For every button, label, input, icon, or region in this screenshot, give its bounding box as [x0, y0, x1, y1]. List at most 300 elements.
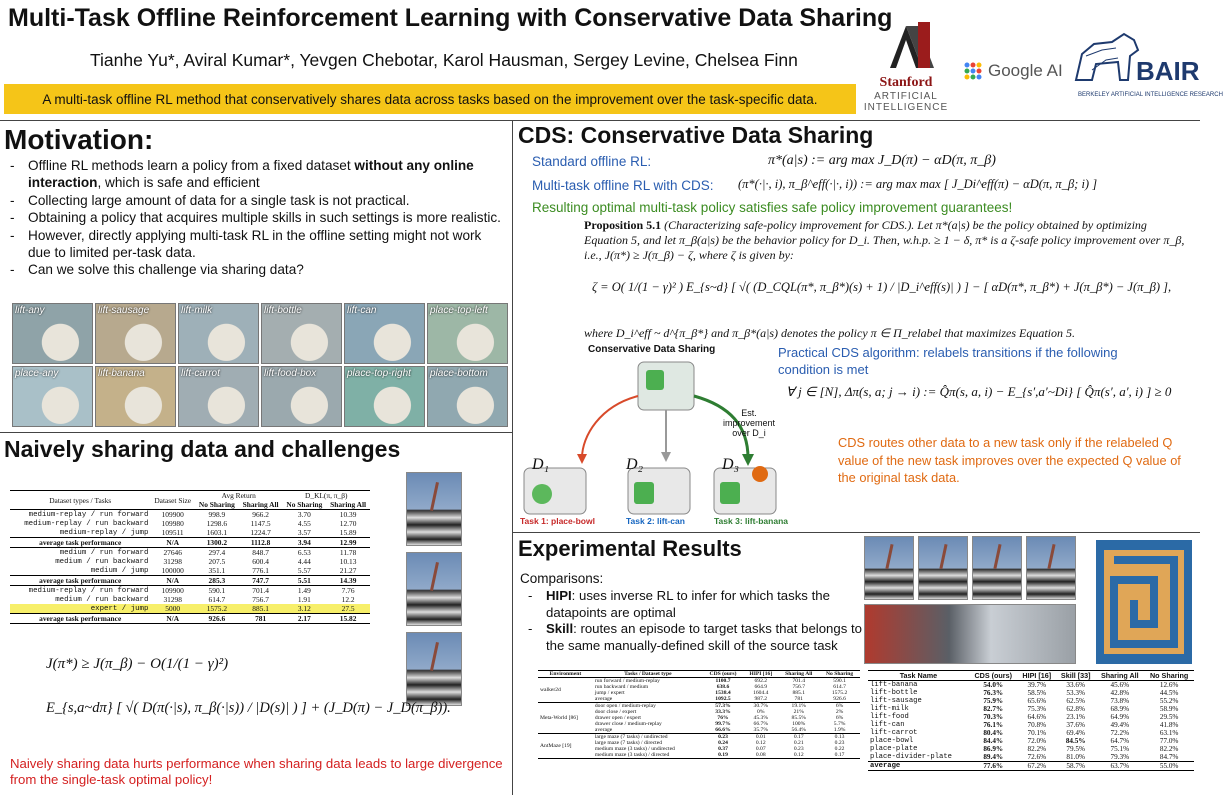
- table-cell: 41.8%: [1159, 721, 1179, 729]
- task1-label: Task 1: place-bowl: [520, 516, 595, 526]
- table-cell: 76.1%: [983, 721, 1004, 729]
- task-thumbnail: [261, 366, 342, 427]
- table-cell: 0.08: [755, 752, 766, 758]
- naive-sub-2: No Sharing: [286, 500, 323, 509]
- table-cell: 781: [794, 696, 803, 702]
- table-cell: 64.9%: [1110, 713, 1130, 721]
- table-cell: 0.21: [793, 740, 804, 746]
- table-cell: medium / run backward: [55, 595, 149, 604]
- table-cell: drawer open / expert: [594, 715, 641, 721]
- task-thumbnail: [427, 303, 508, 364]
- table-cell: 73.8%: [1110, 697, 1130, 705]
- table-cell: 10.13: [339, 557, 357, 566]
- table-cell: 207.5: [208, 557, 226, 566]
- table-cell: jump / expert: [594, 690, 625, 696]
- motivation-bullet-5: - Can we solve this challenge via sharing data?: [6, 261, 506, 278]
- table-cell: 63.1%: [1159, 729, 1179, 737]
- exp-sim-metaworld: [864, 604, 1076, 664]
- table-cell: 69.4%: [1066, 729, 1085, 737]
- table-cell: 1.9%: [833, 727, 846, 733]
- table-cell: 81.0%: [1066, 753, 1085, 761]
- task-thumbnail: [12, 366, 93, 427]
- table-cell: 848.7: [252, 548, 269, 557]
- table-cell: 0.24: [718, 740, 728, 746]
- naive-col-dkl: D_KL(π, π_β): [305, 491, 348, 500]
- table-cell: medium / jump: [90, 566, 149, 575]
- table-cell: lift-carrot: [870, 729, 918, 737]
- table-cell: medium maze (3 tasks) / directed: [594, 752, 670, 758]
- table-cell: 67.2%: [1027, 762, 1047, 770]
- table-row: [10, 528, 370, 538]
- table-cell: 84.5%: [1065, 737, 1086, 745]
- naive-note: Naively sharing data hurts performance when sharing data leads to large divergence from the single-task optimal policy!: [10, 756, 503, 787]
- table-cell: 33.3%: [715, 709, 731, 715]
- table-cell: 64.7%: [1110, 737, 1130, 745]
- table-cell: 57.3%: [715, 703, 731, 709]
- naive-col-types: Dataset types / Tasks: [49, 495, 112, 505]
- prop-head: Proposition 5.1: [584, 218, 662, 232]
- table-cell: medium-replay / run backward: [24, 519, 149, 528]
- table-cell: 5.7%: [833, 721, 846, 727]
- naive-eq-2: E_{s,a~dπ} [ √( D(π(·|s), π_β(·|s)) / |D(s)| ) ] + (J_D(π) − J_D(π_β)).: [46, 700, 451, 716]
- stanford-emblem-icon: [860, 18, 952, 70]
- table-cell: 1298.6: [206, 519, 228, 528]
- arrow-to-task1: [582, 396, 638, 458]
- table-cell: 76.3%: [983, 689, 1004, 697]
- table-cell: 12.6%: [1159, 681, 1179, 689]
- motivation-heading: Motivation:: [4, 124, 154, 155]
- cds-routes-note: CDS routes other data to a new task only if the relabeled Q value of the new task improves over the expected Q value of the original task data.: [838, 435, 1181, 485]
- results2-header: Sharing All: [1101, 671, 1139, 680]
- d3-label: D₃: [722, 456, 740, 473]
- table-cell: 80.4%: [983, 729, 1004, 737]
- table-cell: 35.7%: [753, 727, 768, 733]
- table-cell: average task performance: [39, 538, 122, 547]
- table-cell: 614.7: [208, 595, 226, 604]
- table-cell: 5000: [165, 604, 181, 613]
- table-cell: 351.1: [208, 566, 226, 575]
- table-cell: 885.1: [252, 604, 269, 613]
- table-cell: 6.53: [297, 548, 311, 557]
- table-cell: 664.9: [754, 684, 768, 690]
- table-cell: 756.7: [792, 684, 806, 690]
- table-cell: 84.4%: [983, 737, 1004, 745]
- table-cell: 7.76: [341, 586, 355, 595]
- table-cell: 638.6: [716, 684, 730, 690]
- table-cell: 0.23: [793, 746, 804, 752]
- task-thumbnail-label: lift-any: [15, 305, 45, 316]
- table-cell: lift-banana: [870, 681, 918, 689]
- est-improvement: Est. improvement over D_i: [722, 408, 776, 438]
- table-row: [10, 576, 370, 586]
- table-cell: door open / medium-replay: [594, 703, 656, 709]
- table-cell: 3.94: [297, 538, 311, 547]
- task-thumbnail-label: place-any: [15, 368, 59, 379]
- table-cell: 297.4: [208, 548, 226, 557]
- table-cell: large maze (7 tasks) / directed: [594, 740, 663, 746]
- table-cell: 30.7%: [753, 703, 768, 709]
- table-cell: 62.5%: [1066, 697, 1085, 705]
- table-cell: 1112.8: [250, 538, 271, 547]
- skill-bullet: - Skill: routes an episode to target tasks that belongs to the same manually-defined skill of the source task: [524, 621, 864, 654]
- table-cell: 1604.4: [753, 690, 769, 696]
- results2-header: No Sharing: [1149, 671, 1189, 680]
- stanford-name: Stanford: [879, 75, 933, 90]
- table-cell: 14.39: [339, 576, 357, 585]
- table-cell: 12.2: [341, 595, 355, 604]
- env-name: Meta-World [86]: [540, 715, 578, 721]
- table-cell: 0.07: [755, 746, 766, 752]
- table-cell: 6%: [835, 715, 844, 721]
- bowl-icon: [532, 484, 552, 504]
- table-cell: 79.5%: [1066, 745, 1085, 753]
- table-row: [868, 713, 1194, 721]
- results2-header: Skill [33]: [1060, 671, 1091, 680]
- table-cell: medium maze (3 tasks) / undirected: [594, 746, 675, 752]
- exp-sim-walker-2: [918, 536, 968, 600]
- table-row: [10, 538, 370, 548]
- table-cell: 66.7%: [753, 721, 768, 727]
- task-thumbnail-label: lift-can: [347, 305, 377, 316]
- table-cell: 77.6%: [983, 762, 1004, 770]
- cds-diagram: [520, 356, 776, 526]
- table-cell: 76%: [717, 715, 729, 721]
- table-row: [10, 595, 370, 604]
- stanford-ai-2: INTELLIGENCE: [863, 102, 949, 113]
- source-object-icon: [646, 370, 664, 390]
- table-cell: run backward / medium: [594, 684, 649, 690]
- table-cell: 54.0%: [983, 681, 1004, 689]
- task-thumbnail: [12, 303, 93, 364]
- table-cell: 70.8%: [1027, 721, 1047, 729]
- divider-vertical: [512, 120, 513, 795]
- table-cell: 77.0%: [1159, 737, 1179, 745]
- table-cell: 0.19: [718, 752, 728, 758]
- cds-result: Resulting optimal multi-task policy satisfies safe policy improvement guarantees!: [532, 200, 1013, 215]
- table-cell: 79.3%: [1110, 753, 1130, 761]
- table-cell: 926.6: [208, 614, 226, 623]
- results-table-1: [538, 670, 860, 759]
- naive-sub-1: Sharing All: [242, 500, 279, 509]
- table-cell: 70.3%: [983, 713, 1004, 721]
- table-cell: 65.6%: [1027, 697, 1047, 705]
- divider-top: [0, 120, 1200, 121]
- table-cell: 109980: [161, 519, 184, 528]
- table-cell: door close / expert: [594, 709, 637, 715]
- results2-header: Task Name: [899, 671, 938, 680]
- env-name: AntMaze [19]: [540, 743, 572, 749]
- table-row: [10, 510, 370, 520]
- table-row: [10, 548, 370, 558]
- table-cell: average: [594, 727, 613, 733]
- table-cell: 99.7%: [715, 721, 731, 727]
- walker-sim-2: [406, 552, 462, 626]
- bair-subtitle: BERKELEY ARTIFICIAL INTELLIGENCE RESEARCH: [1078, 92, 1223, 98]
- table-cell: 63.7%: [1110, 762, 1130, 770]
- table-cell: 12.99: [339, 538, 357, 547]
- std-eq: π*(a|s) := arg max J_D(π) − αD(π, π_β): [768, 153, 996, 168]
- table-cell: 21.27: [339, 566, 357, 575]
- results1-header: Tasks / Dataset type: [624, 671, 672, 677]
- table-cell: 66.6%: [715, 727, 731, 733]
- d1-label: D₁: [532, 456, 550, 473]
- task-thumbnail-label: lift-bottle: [264, 305, 302, 316]
- table-row: [868, 721, 1194, 729]
- table-cell: lift-can: [870, 721, 905, 729]
- table-cell: 49.4%: [1110, 721, 1130, 729]
- google-dots-icon: [962, 60, 984, 82]
- authors: Tianhe Yu*, Aviral Kumar*, Yevgen Chebotar, Karol Hausman, Sergey Levine, Chelsea Finn: [90, 50, 798, 70]
- table-cell: 987.2: [754, 696, 768, 702]
- table-cell: 1.91: [297, 595, 311, 604]
- table-cell: 12.70: [339, 519, 357, 528]
- table-row: [10, 566, 370, 576]
- table-row: [10, 557, 370, 566]
- motivation-bullet-1: - Offline RL methods learn a policy from a fixed dataset without any online interaction, which is safe and efficient: [6, 157, 506, 192]
- task-thumbnail-label: lift-food-box: [264, 368, 317, 379]
- table-cell: 614.7: [833, 684, 846, 690]
- exp-heading: Experimental Results: [518, 536, 742, 561]
- where-text: where D_i^eff ~ d^{π_β*} and π_β*(a|s) denotes the policy π ∈ Π_relabel that maximizes Equation 5.: [584, 326, 1075, 340]
- table-cell: 27.5: [341, 604, 355, 613]
- proposition: [584, 218, 1192, 263]
- exp-sim-walker-1: [864, 536, 914, 600]
- table-cell: 15.82: [339, 614, 357, 623]
- table-cell: 58.7%: [1066, 762, 1085, 770]
- divider-left: [0, 432, 512, 433]
- table-row: [868, 745, 1194, 753]
- table-cell: 1147.5: [250, 519, 271, 528]
- results2-header: CDS (ours): [974, 671, 1012, 680]
- table-cell: 45.3%: [753, 715, 768, 721]
- table-cell: 37.6%: [1066, 721, 1085, 729]
- table-cell: 0.13: [834, 734, 845, 740]
- naive-heading: Naively sharing data and challenges: [4, 436, 401, 462]
- table-cell: 31298: [163, 557, 182, 566]
- naive-col-size: Dataset Size: [154, 495, 192, 505]
- table-cell: 0.12: [793, 752, 804, 758]
- table-cell: 1092.5: [715, 696, 731, 702]
- table-cell: 82.2%: [1027, 745, 1047, 753]
- table-cell: 1575.2: [206, 604, 228, 613]
- motivation-list: [6, 157, 506, 279]
- naive-table: [10, 490, 370, 624]
- table-cell: 0.37: [718, 746, 728, 752]
- table-cell: lift-sausage: [870, 697, 922, 705]
- table-cell: 82.2%: [1159, 745, 1179, 753]
- table-cell: N/A: [166, 576, 180, 585]
- results1-header: Environment: [549, 671, 582, 677]
- task-thumbnail-label: place-top-left: [430, 305, 488, 316]
- table-cell: 1538.4: [715, 690, 731, 696]
- table-row: [10, 604, 370, 614]
- d2-label: D₂: [626, 456, 644, 473]
- motivation-bullet-2: - Collecting large amount of data for a single task is not practical.: [6, 192, 506, 209]
- table-cell: expert / jump: [90, 604, 149, 613]
- table-row: [10, 586, 370, 596]
- task-thumbnail: [344, 303, 425, 364]
- table-cell: 109900: [161, 510, 184, 519]
- table-row: [868, 737, 1194, 745]
- exp-sim-walker-3: [972, 536, 1022, 600]
- table-cell: 86.9%: [983, 745, 1004, 753]
- table-cell: place-plate: [870, 745, 918, 753]
- table-cell: 701.4: [792, 678, 806, 684]
- table-row: [868, 762, 1194, 771]
- table-cell: 10.39: [339, 510, 357, 519]
- table-cell: 885.1: [792, 690, 806, 696]
- table-cell: 590.1: [833, 678, 846, 684]
- task2-label: Task 2: lift-can: [626, 516, 685, 526]
- zeta-eq: ζ = O( 1/(1 − γ)² ) E_{s~d} [ √( (D_CQL(π*, π_β*)(s) + 1) / |D_i^eff(s)| ) ] − [ αD(π*, π_β*) + J(π_β*) − J(π_β) ],: [592, 280, 1172, 294]
- table-cell: 42.8%: [1110, 689, 1130, 697]
- table-cell: place-divider-plate: [870, 753, 952, 761]
- stanford-logo: [860, 18, 952, 116]
- table-cell: 1300.2: [206, 538, 228, 547]
- task-thumbnail-label: lift-milk: [181, 305, 213, 316]
- mt-label: Multi-task offline RL with CDS:: [532, 178, 714, 193]
- table-cell: 5.57: [297, 566, 311, 575]
- table-cell: 55.0%: [1159, 762, 1179, 770]
- comparisons-list: [524, 588, 864, 654]
- table-cell: 0.23: [834, 740, 845, 746]
- table-cell: 72.6%: [1027, 753, 1047, 761]
- results1-header: HIPI [16]: [749, 671, 773, 677]
- table-cell: 6%: [835, 703, 844, 709]
- table-cell: 747.7: [252, 576, 269, 585]
- table-cell: 31298: [163, 595, 182, 604]
- table-cell: 3.12: [297, 604, 311, 613]
- table-cell: 11.78: [339, 548, 357, 557]
- table-cell: 2.17: [297, 614, 311, 623]
- stanford-ai-1: ARTIFICIAL: [874, 91, 938, 102]
- task-thumbnail-label: lift-banana: [98, 368, 145, 379]
- naive-eq-1: J(π*) ≥ J(π_β) − O(1/(1 − γ)²): [46, 656, 229, 672]
- table-cell: 5.51: [297, 576, 311, 585]
- table-cell: 3.70: [297, 510, 311, 519]
- table-cell: 109511: [161, 528, 184, 537]
- table-cell: 33.6%: [1066, 681, 1085, 689]
- antmaze-image: [1096, 540, 1192, 664]
- table-cell: 56.4%: [791, 727, 806, 733]
- google-ai-text: Google AI: [988, 61, 1063, 80]
- table-row: [868, 681, 1194, 690]
- divider-right: [512, 532, 1200, 533]
- prop-text: (Characterizing safe-policy improvement for CDS.). Let π*(a|s) be the policy obtained by optimizing Equation 5, and let π_β(a|s) be the behavior policy for D_i. Then, w.h.p. ≥ 1 − δ, π* is a ζ-safe policy improvement over π_β, i.e., J(π*) ≥ J(π_β) − ζ, where ζ is given by:: [584, 218, 1185, 262]
- motivation-bullet-4: - However, directly applying multi-task RL in the offline setting might not work due to limited per-task data.: [6, 227, 506, 262]
- table-cell: medium-replay / run forward: [28, 586, 149, 595]
- exp-sim-walker-4: [1026, 536, 1076, 600]
- task-thumbnail: [95, 303, 176, 364]
- table-cell: average: [594, 696, 613, 702]
- table-cell: 0.23: [718, 734, 728, 740]
- summary-banner: [4, 84, 856, 114]
- table-cell: 756.7: [252, 595, 269, 604]
- table-cell: 44.5%: [1159, 689, 1179, 697]
- table-cell: 1.49: [297, 586, 311, 595]
- walker-sim-3: [406, 632, 462, 706]
- poster-title: Multi-Task Offline Reinforcement Learning with Conservative Data Sharing: [8, 4, 893, 32]
- table-cell: 75.1%: [1110, 745, 1130, 753]
- table-cell: 89.4%: [983, 753, 1004, 761]
- results-table-2: [868, 670, 1194, 771]
- table-cell: 64.6%: [1027, 713, 1047, 721]
- table-row: [868, 705, 1194, 713]
- table-cell: 0%: [757, 709, 765, 715]
- table-cell: average: [870, 762, 901, 770]
- table-row: [10, 519, 370, 528]
- table-cell: 0.12: [755, 740, 766, 746]
- table-cell: 1100.7: [715, 678, 731, 684]
- table-row: [868, 697, 1194, 705]
- table-cell: 100%: [792, 721, 806, 727]
- task-thumbnail: [178, 366, 259, 427]
- table-cell: 58.5%: [1027, 689, 1047, 697]
- table-cell: 75.3%: [1027, 705, 1047, 713]
- practical-cds: Practical CDS algorithm: relabels transitions if the following condition is met: [778, 345, 1118, 377]
- summary-text: A multi-task offline RL method that conservatively shares data across tasks based on the improvement over the task-specific data.: [42, 91, 818, 107]
- table-cell: 27646: [163, 548, 182, 557]
- table-cell: 68.9%: [1110, 705, 1130, 713]
- table-cell: 72.2%: [1110, 729, 1130, 737]
- table-cell: 285.3: [208, 576, 226, 585]
- table-cell: 966.2: [252, 510, 269, 519]
- table-cell: 600.4: [252, 557, 269, 566]
- table-cell: 19.1%: [791, 703, 806, 709]
- bair-logo: [1072, 30, 1223, 110]
- table-cell: 109900: [161, 586, 184, 595]
- table-cell: 15.89: [339, 528, 357, 537]
- table-cell: 0.17: [834, 752, 845, 758]
- table-cell: 29.5%: [1159, 713, 1179, 721]
- table-cell: 701.4: [252, 586, 269, 595]
- table-cell: 85.5%: [791, 715, 806, 721]
- table-cell: 926.6: [833, 696, 846, 702]
- table-row: [868, 689, 1194, 697]
- bear-icon: [1072, 30, 1142, 86]
- table-row: [868, 729, 1194, 737]
- motivation-bullet-3: - Obtaining a policy that acquires multiple skills in such settings is more realistic.: [6, 209, 506, 226]
- table-cell: 75.9%: [983, 697, 1004, 705]
- task-thumbnail-label: place-bottom: [430, 368, 488, 379]
- bair-text: BAIR: [1136, 56, 1200, 86]
- task-thumbnail-label: lift-sausage: [98, 305, 150, 316]
- table-cell: medium / run backward: [55, 557, 149, 566]
- table-cell: 4.44: [297, 557, 311, 566]
- table-cell: 590.1: [208, 586, 226, 595]
- cds-heading: CDS: Conservative Data Sharing: [518, 122, 874, 148]
- table-cell: 72.0%: [1027, 737, 1047, 745]
- table-cell: place-bowl: [870, 737, 914, 745]
- table-cell: 1603.1: [206, 528, 228, 537]
- table-cell: medium-replay / run forward: [28, 510, 149, 519]
- results1-header: No Sharing: [825, 671, 854, 677]
- task-thumbnail: [427, 366, 508, 427]
- task-thumbnail: [344, 366, 425, 427]
- table-cell: average task performance: [39, 576, 122, 585]
- task3-label: Task 3: lift-banana: [714, 516, 788, 526]
- naive-sub-3: Sharing All: [330, 500, 367, 509]
- diagram-title: Conservative Data Sharing: [588, 344, 716, 355]
- table-cell: 62.8%: [1066, 705, 1085, 713]
- task-thumbnail-label: place-top-right: [347, 368, 411, 379]
- table-cell: 0.22: [834, 746, 845, 752]
- table-cell: medium-replay / jump: [59, 528, 149, 537]
- table-cell: 55.2%: [1159, 697, 1179, 705]
- results1-header: CDS (ours): [709, 671, 737, 677]
- table-cell: 58.9%: [1159, 705, 1179, 713]
- table-cell: 82.7%: [983, 705, 1004, 713]
